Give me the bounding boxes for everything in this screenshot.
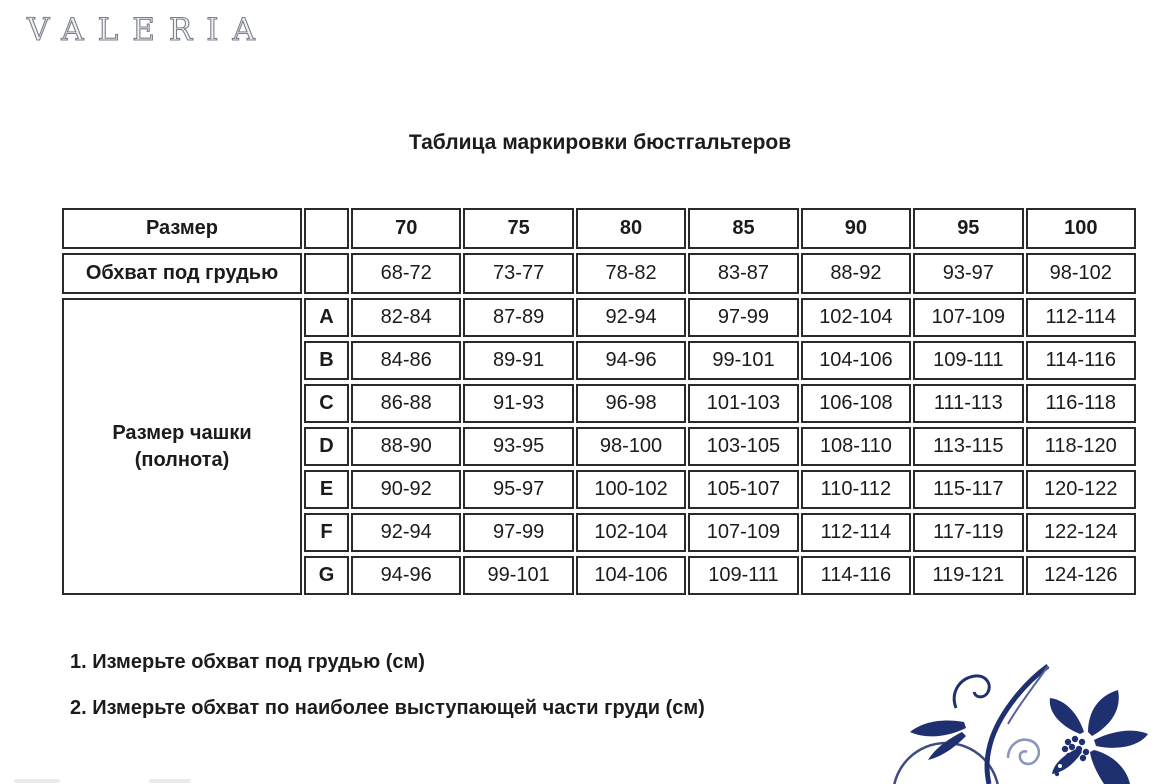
cup-value-cell: 103-105 bbox=[688, 427, 798, 466]
size-row-label: Размер bbox=[62, 208, 302, 249]
underbust-row bbox=[62, 253, 1136, 294]
cup-value-cell: 93-95 bbox=[463, 427, 573, 466]
cup-value-cell: 82-84 bbox=[351, 298, 461, 337]
instruction-item: 1. Измерьте обхват под грудью (см) bbox=[70, 651, 425, 673]
cup-value-cell: 112-114 bbox=[801, 513, 911, 552]
size-header-cell: 100 bbox=[1026, 208, 1136, 249]
underbust-value-cell: 78-82 bbox=[576, 253, 686, 294]
cup-letter-cell: A bbox=[304, 298, 349, 337]
cup-value-cell: 120-122 bbox=[1026, 470, 1136, 509]
cup-value-cell: 87-89 bbox=[463, 298, 573, 337]
page-title: Таблица маркировки бюстгальтеров bbox=[408, 131, 792, 154]
cup-value-cell: 114-116 bbox=[801, 556, 911, 595]
cup-value-cell: 108-110 bbox=[801, 427, 911, 466]
underbust-value-cell: 68-72 bbox=[351, 253, 461, 294]
cup-letter-cell: E bbox=[304, 470, 349, 509]
cup-value-cell: 92-94 bbox=[351, 513, 461, 552]
cup-value-cell: 124-126 bbox=[1026, 556, 1136, 595]
cup-value-cell: 98-100 bbox=[576, 427, 686, 466]
cup-size-label-line1: Размер чашки bbox=[112, 421, 252, 444]
cup-value-cell: 113-115 bbox=[913, 427, 1023, 466]
underbust-value-cell: 83-87 bbox=[688, 253, 798, 294]
cup-row bbox=[62, 298, 1136, 337]
cup-value-cell: 112-114 bbox=[1026, 298, 1136, 337]
cup-value-cell: 88-90 bbox=[351, 427, 461, 466]
cup-value-cell: 102-104 bbox=[576, 513, 686, 552]
cup-value-cell: 94-96 bbox=[351, 556, 461, 595]
cutoff-text-artifact bbox=[14, 779, 60, 783]
cup-value-cell: 97-99 bbox=[688, 298, 798, 337]
cup-value-cell: 99-101 bbox=[463, 556, 573, 595]
cup-value-cell: 101-103 bbox=[688, 384, 798, 423]
cup-value-cell: 115-117 bbox=[913, 470, 1023, 509]
cup-letter-cell: D bbox=[304, 427, 349, 466]
cup-value-cell: 122-124 bbox=[1026, 513, 1136, 552]
cup-value-cell: 96-98 bbox=[576, 384, 686, 423]
cup-size-label-line2: (полнота) bbox=[134, 448, 230, 471]
cup-value-cell: 107-109 bbox=[913, 298, 1023, 337]
spacer-cell bbox=[304, 208, 349, 249]
underbust-value-cell: 73-77 bbox=[463, 253, 573, 294]
cup-value-cell: 97-99 bbox=[463, 513, 573, 552]
cup-value-cell: 116-118 bbox=[1026, 384, 1136, 423]
cup-value-cell: 109-111 bbox=[913, 341, 1023, 380]
floral-ornament-icon bbox=[876, 660, 1173, 784]
cup-value-cell: 104-106 bbox=[576, 556, 686, 595]
cup-value-cell: 109-111 bbox=[688, 556, 798, 595]
cup-value-cell: 105-107 bbox=[688, 470, 798, 509]
cup-value-cell: 102-104 bbox=[801, 298, 911, 337]
size-header-cell: 75 bbox=[463, 208, 573, 249]
cup-value-cell: 104-106 bbox=[801, 341, 911, 380]
cup-value-cell: 111-113 bbox=[913, 384, 1023, 423]
bra-size-table bbox=[60, 204, 1138, 599]
cup-value-cell: 94-96 bbox=[576, 341, 686, 380]
size-header-cell: 90 bbox=[801, 208, 911, 249]
underbust-value-cell: 88-92 bbox=[801, 253, 911, 294]
cup-value-cell: 95-97 bbox=[463, 470, 573, 509]
cup-value-cell: 119-121 bbox=[913, 556, 1023, 595]
cup-value-cell: 90-92 bbox=[351, 470, 461, 509]
instructions-list bbox=[70, 651, 705, 743]
cup-value-cell: 107-109 bbox=[688, 513, 798, 552]
cup-value-cell: 91-93 bbox=[463, 384, 573, 423]
size-header-row bbox=[62, 208, 1136, 249]
cup-value-cell: 100-102 bbox=[576, 470, 686, 509]
cup-value-cell: 118-120 bbox=[1026, 427, 1136, 466]
cup-value-cell: 86-88 bbox=[351, 384, 461, 423]
size-header-cell: 70 bbox=[351, 208, 461, 249]
cup-value-cell: 89-91 bbox=[463, 341, 573, 380]
underbust-value-cell: 93-97 bbox=[913, 253, 1023, 294]
underbust-row-label: Обхват под грудью bbox=[62, 253, 302, 294]
size-header-cell: 80 bbox=[576, 208, 686, 249]
underbust-value-cell: 98-102 bbox=[1026, 253, 1136, 294]
cup-letter-cell: C bbox=[304, 384, 349, 423]
cup-letter-cell: F bbox=[304, 513, 349, 552]
cup-value-cell: 117-119 bbox=[913, 513, 1023, 552]
cup-letter-cell: B bbox=[304, 341, 349, 380]
cup-value-cell: 92-94 bbox=[576, 298, 686, 337]
cup-value-cell: 84-86 bbox=[351, 341, 461, 380]
cup-letter-cell: G bbox=[304, 556, 349, 595]
brand-logo: VALERIA bbox=[27, 12, 269, 48]
size-header-cell: 95 bbox=[913, 208, 1023, 249]
cup-value-cell: 106-108 bbox=[801, 384, 911, 423]
size-header-cell: 85 bbox=[688, 208, 798, 249]
cup-value-cell: 99-101 bbox=[688, 341, 798, 380]
cup-value-cell: 110-112 bbox=[801, 470, 911, 509]
spacer-cell bbox=[304, 253, 349, 294]
cup-size-label bbox=[62, 298, 302, 595]
cup-value-cell: 114-116 bbox=[1026, 341, 1136, 380]
instruction-item: 2. Измерьте обхват по наиболее выступающей части груди (см) bbox=[70, 697, 705, 719]
cutoff-text-artifact bbox=[149, 779, 191, 783]
